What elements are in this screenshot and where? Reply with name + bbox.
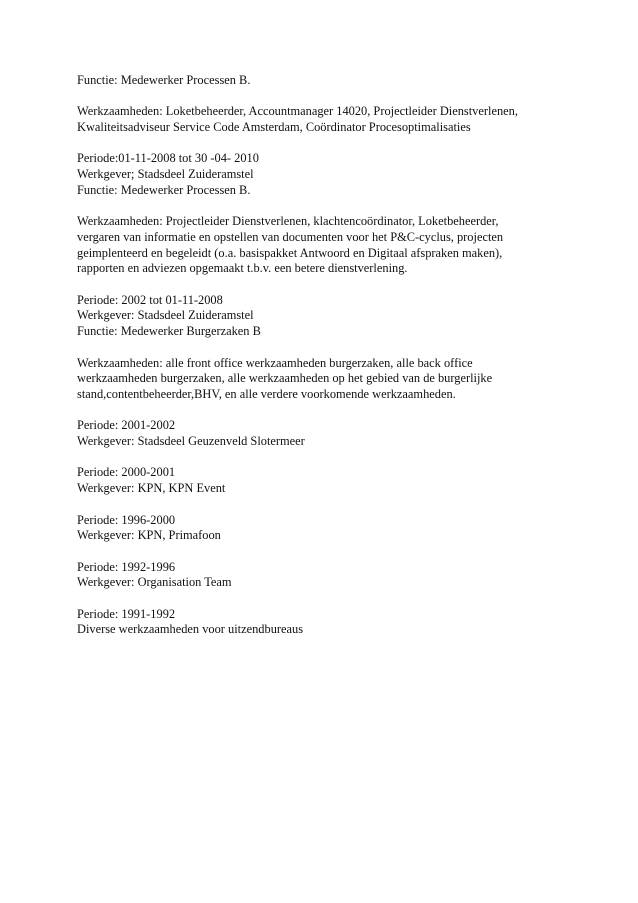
paragraph-tasks-2002-2008 <box>77 356 597 403</box>
text-line: Diverse werkzaamheden voor uitzendbureaus <box>77 622 304 637</box>
text-line: stand,contentbeheerder,BHV, en alle verdere voorkomende werkzaamheden. <box>77 386 456 401</box>
text-line: Werkgever: KPN, KPN Event <box>77 481 226 496</box>
text-line: rapporten en adviezen opgemaakt t.b.v. een betere dienstverlening. <box>77 261 408 276</box>
paragraph-period-2000-2001 <box>77 465 597 496</box>
text-line: geimplenteerd en begeleidt (o.a. basispakket Antwoord en Digitaal afspraken maken), <box>77 245 503 260</box>
text-line: werkzaamheden burgerzaken, alle werkzaamheden op het gebied van de burgerlijke <box>77 371 493 386</box>
text-line: Werkgever; Stadsdeel Zuideramstel <box>77 167 254 182</box>
paragraph-period-2001-2002 <box>77 418 597 449</box>
text-line: Periode: 1991-1992 <box>77 606 176 621</box>
text-line: Kwaliteitsadviseur Service Code Amsterdam, Coördinator Procesoptimalisaties <box>77 120 471 135</box>
text-line: Werkgever: Organisation Team <box>77 575 232 590</box>
text-line: Werkgever: Stadsdeel Geuzenveld Slotermeer <box>77 434 305 449</box>
paragraph-period-1992-1996 <box>77 560 597 591</box>
text-line: Werkzaamheden: alle front office werkzaamheden burgerzaken, alle back office <box>77 355 473 370</box>
paragraph-period-1996-2000 <box>77 513 597 544</box>
text-line: Periode:01-11-2008 tot 30 -04- 2010 <box>77 151 259 166</box>
text-line: Periode: 1996-2000 <box>77 512 176 527</box>
paragraph-period-1991-1992 <box>77 607 597 638</box>
text-line: Periode: 2001-2002 <box>77 418 176 433</box>
paragraph-tasks-2008-2010 <box>77 214 597 277</box>
text-line: Periode: 2000-2001 <box>77 465 176 480</box>
text-line: Werkgever: KPN, Primafoon <box>77 528 221 543</box>
document-page <box>77 73 597 654</box>
text-line: Periode: 1992-1996 <box>77 559 176 574</box>
text-line: Werkgever: Stadsdeel Zuideramstel <box>77 308 254 323</box>
text-line: Werkzaamheden: Projectleider Dienstverlenen, klachtencoördinator, Loketbeheerder, <box>77 214 499 229</box>
paragraph-function <box>77 73 597 89</box>
text-line: Werkzaamheden: Loketbeheerder, Accountmanager 14020, Projectleider Dienstverlenen, <box>77 104 518 119</box>
paragraph-period-2008-2010 <box>77 151 597 198</box>
text-line: vergaren van informatie en opstellen van documenten voor het P&C-cyclus, projecten <box>77 229 504 244</box>
paragraph-tasks-current <box>77 104 597 135</box>
text-line: Functie: Medewerker Processen B. <box>77 182 251 197</box>
paragraph-period-2002-2008 <box>77 293 597 340</box>
text-line: Functie: Medewerker Burgerzaken B <box>77 324 261 339</box>
text-line: Periode: 2002 tot 01-11-2008 <box>77 292 223 307</box>
text-line: Functie: Medewerker Processen B. <box>77 73 251 87</box>
